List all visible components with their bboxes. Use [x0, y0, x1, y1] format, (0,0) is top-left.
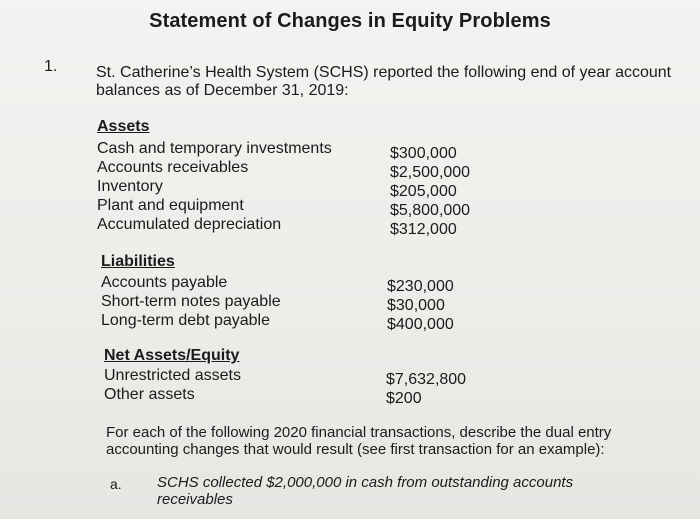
assets-label: Accounts receivables [97, 159, 249, 176]
assets-label: Plant and equipment [97, 197, 244, 214]
assets-value: $2,500,000 [390, 164, 471, 181]
transaction-letter: a. [110, 476, 122, 492]
net-assets-value: $7,632,800 [386, 371, 467, 388]
net-assets-label: Unrestricted assets [104, 367, 241, 384]
assets-label: Inventory [97, 178, 163, 195]
net-assets-values [386, 370, 466, 408]
net-assets-labels [104, 366, 241, 404]
page-title: Statement of Changes in Equity Problems [149, 10, 551, 32]
instructions-text: For each of the following 2020 financial transactions, describe the dual entry accounting changes that would result (see first transaction for an example): [106, 424, 612, 458]
assets-label: Accumulated depreciation [97, 216, 282, 233]
liabilities-value: $400,000 [387, 316, 454, 333]
liabilities-value: $30,000 [387, 297, 445, 314]
transaction-text: SCHS collected $2,000,000 in cash from outstanding accounts receivables [157, 474, 574, 508]
problem-intro: St. Catherine’s Health System (SCHS) reported the following end of year account balances as of December 31, 2019: [96, 64, 672, 99]
assets-value: $5,800,000 [390, 202, 471, 219]
assets-value: $300,000 [390, 145, 457, 162]
assets-label: Cash and temporary investments [97, 140, 332, 157]
assets-value: $312,000 [390, 221, 457, 238]
liabilities-label: Long-term debt payable [101, 312, 270, 329]
net-assets-heading: Net Assets/Equity [104, 347, 240, 364]
assets-heading: Assets [97, 118, 150, 135]
liabilities-label: Accounts payable [101, 274, 228, 291]
assets-values [390, 144, 470, 239]
liabilities-value: $230,000 [387, 278, 454, 295]
assets-value: $205,000 [390, 183, 457, 200]
net-assets-label: Other assets [104, 386, 195, 403]
assets-labels [97, 139, 332, 234]
liabilities-heading: Liabilities [101, 253, 175, 270]
liabilities-values [387, 277, 454, 334]
liabilities-labels [101, 273, 281, 330]
net-assets-value: $200 [386, 390, 422, 407]
problem-number: 1. [44, 58, 58, 75]
liabilities-label: Short-term notes payable [101, 293, 281, 310]
